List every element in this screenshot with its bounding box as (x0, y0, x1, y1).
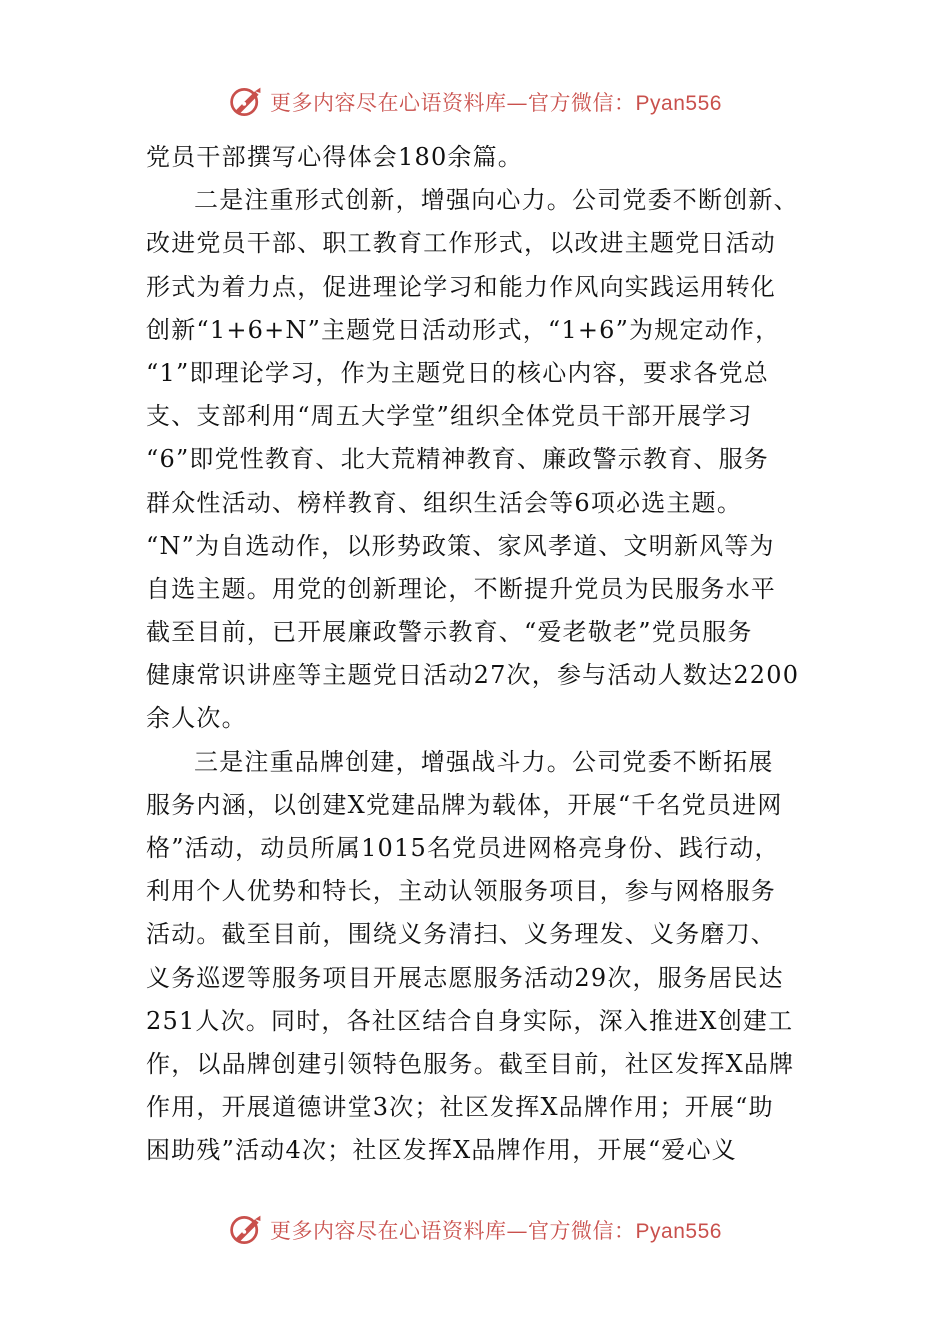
text-line: 作用，开展道德讲堂3次；社区发挥X品牌作用；开展“助 (146, 1093, 774, 1122)
watermark-inner (228, 1212, 722, 1248)
text-line: 健康常识讲座等主题党日活动27次，参与活动人数达2200 (146, 661, 800, 690)
text-line: 活动。截至目前，围绕义务清扫、义务理发、义务磨刀、 (146, 920, 776, 949)
header-watermark (0, 82, 950, 122)
watermark-text (270, 87, 722, 117)
text-line: 余人次。 (146, 704, 247, 733)
text-line: 群众性活动、榜样教育、组织生活会等6项必选主题。 (146, 488, 743, 517)
watermark-wechat-label: 官方微信： (528, 1219, 636, 1243)
text-line: “1”即理论学习，作为主题党日的核心内容，要求各党总 (146, 358, 770, 387)
footer-watermark (0, 1210, 950, 1250)
watermark-text (270, 1215, 722, 1245)
fountain-pen-seal-icon (228, 1212, 264, 1248)
text-line: 改进党员干部、职工教育工作形式，以改进主题党日活动 (146, 229, 776, 258)
text-line: 困助残”活动4次；社区发挥X品牌作用，开展“爱心义 (146, 1136, 737, 1165)
text-line: 创新“1+6+N”主题党日活动形式，“1+6”为规定动作， (146, 315, 781, 344)
watermark-inner (228, 84, 722, 120)
fountain-pen-seal-icon (228, 84, 264, 120)
watermark-separator: — (506, 91, 529, 115)
text-line: 义务巡逻等服务项目开展志愿服务活动29次，服务居民达 (146, 963, 784, 992)
watermark-wechat-label: 官方微信： (528, 91, 636, 115)
document-body (146, 136, 806, 1173)
watermark-brand: 更多内容尽在心语资料库 (270, 1219, 507, 1243)
watermark-wechat-id: Pyan556 (635, 1220, 722, 1243)
text-line: 作，以品牌创建引领特色服务。截至目前，社区发挥X品牌 (146, 1049, 795, 1078)
text-line: 二是注重形式创新，增强向心力。公司党委不断创新、 (194, 186, 799, 215)
watermark-brand: 更多内容尽在心语资料库 (270, 91, 507, 115)
text-line: 服务内涵，以创建X党建品牌为载体，开展“千名党员进网 (146, 790, 783, 819)
text-line: 形式为着力点，促进理论学习和能力作风向实践运用转化 (146, 272, 776, 301)
watermark-separator: — (506, 1219, 529, 1243)
text-line: 三是注重品牌创建，增强战斗力。公司党委不断拓展 (194, 747, 774, 776)
text-line: “6”即党性教育、北大荒精神教育、廉政警示教育、服务 (146, 445, 770, 474)
text-line: 251人次。同时，各社区结合自身实际，深入推进X创建工 (146, 1006, 794, 1035)
text-line: 利用个人优势和特长，主动认领服务项目，参与网格服务 (146, 877, 776, 906)
text-line: 自选主题。用党的创新理论，不断提升党员为民服务水平 (146, 574, 776, 603)
text-line: “N”为自选动作，以形势政策、家风孝道、文明新风等为 (146, 531, 775, 560)
watermark-wechat-id: Pyan556 (635, 92, 722, 115)
text-line: 党员干部撰写心得体会180余篇。 (146, 143, 524, 171)
text-line: 支、支部利用“周五大学堂”组织全体党员干部开展学习 (146, 402, 753, 431)
text-line: 截至目前，已开展廉政警示教育、“爱老敬老”党员服务 (146, 618, 753, 647)
text-line: 格”活动，动员所属1015名党员进网格亮身份、践行动， (146, 834, 780, 862)
